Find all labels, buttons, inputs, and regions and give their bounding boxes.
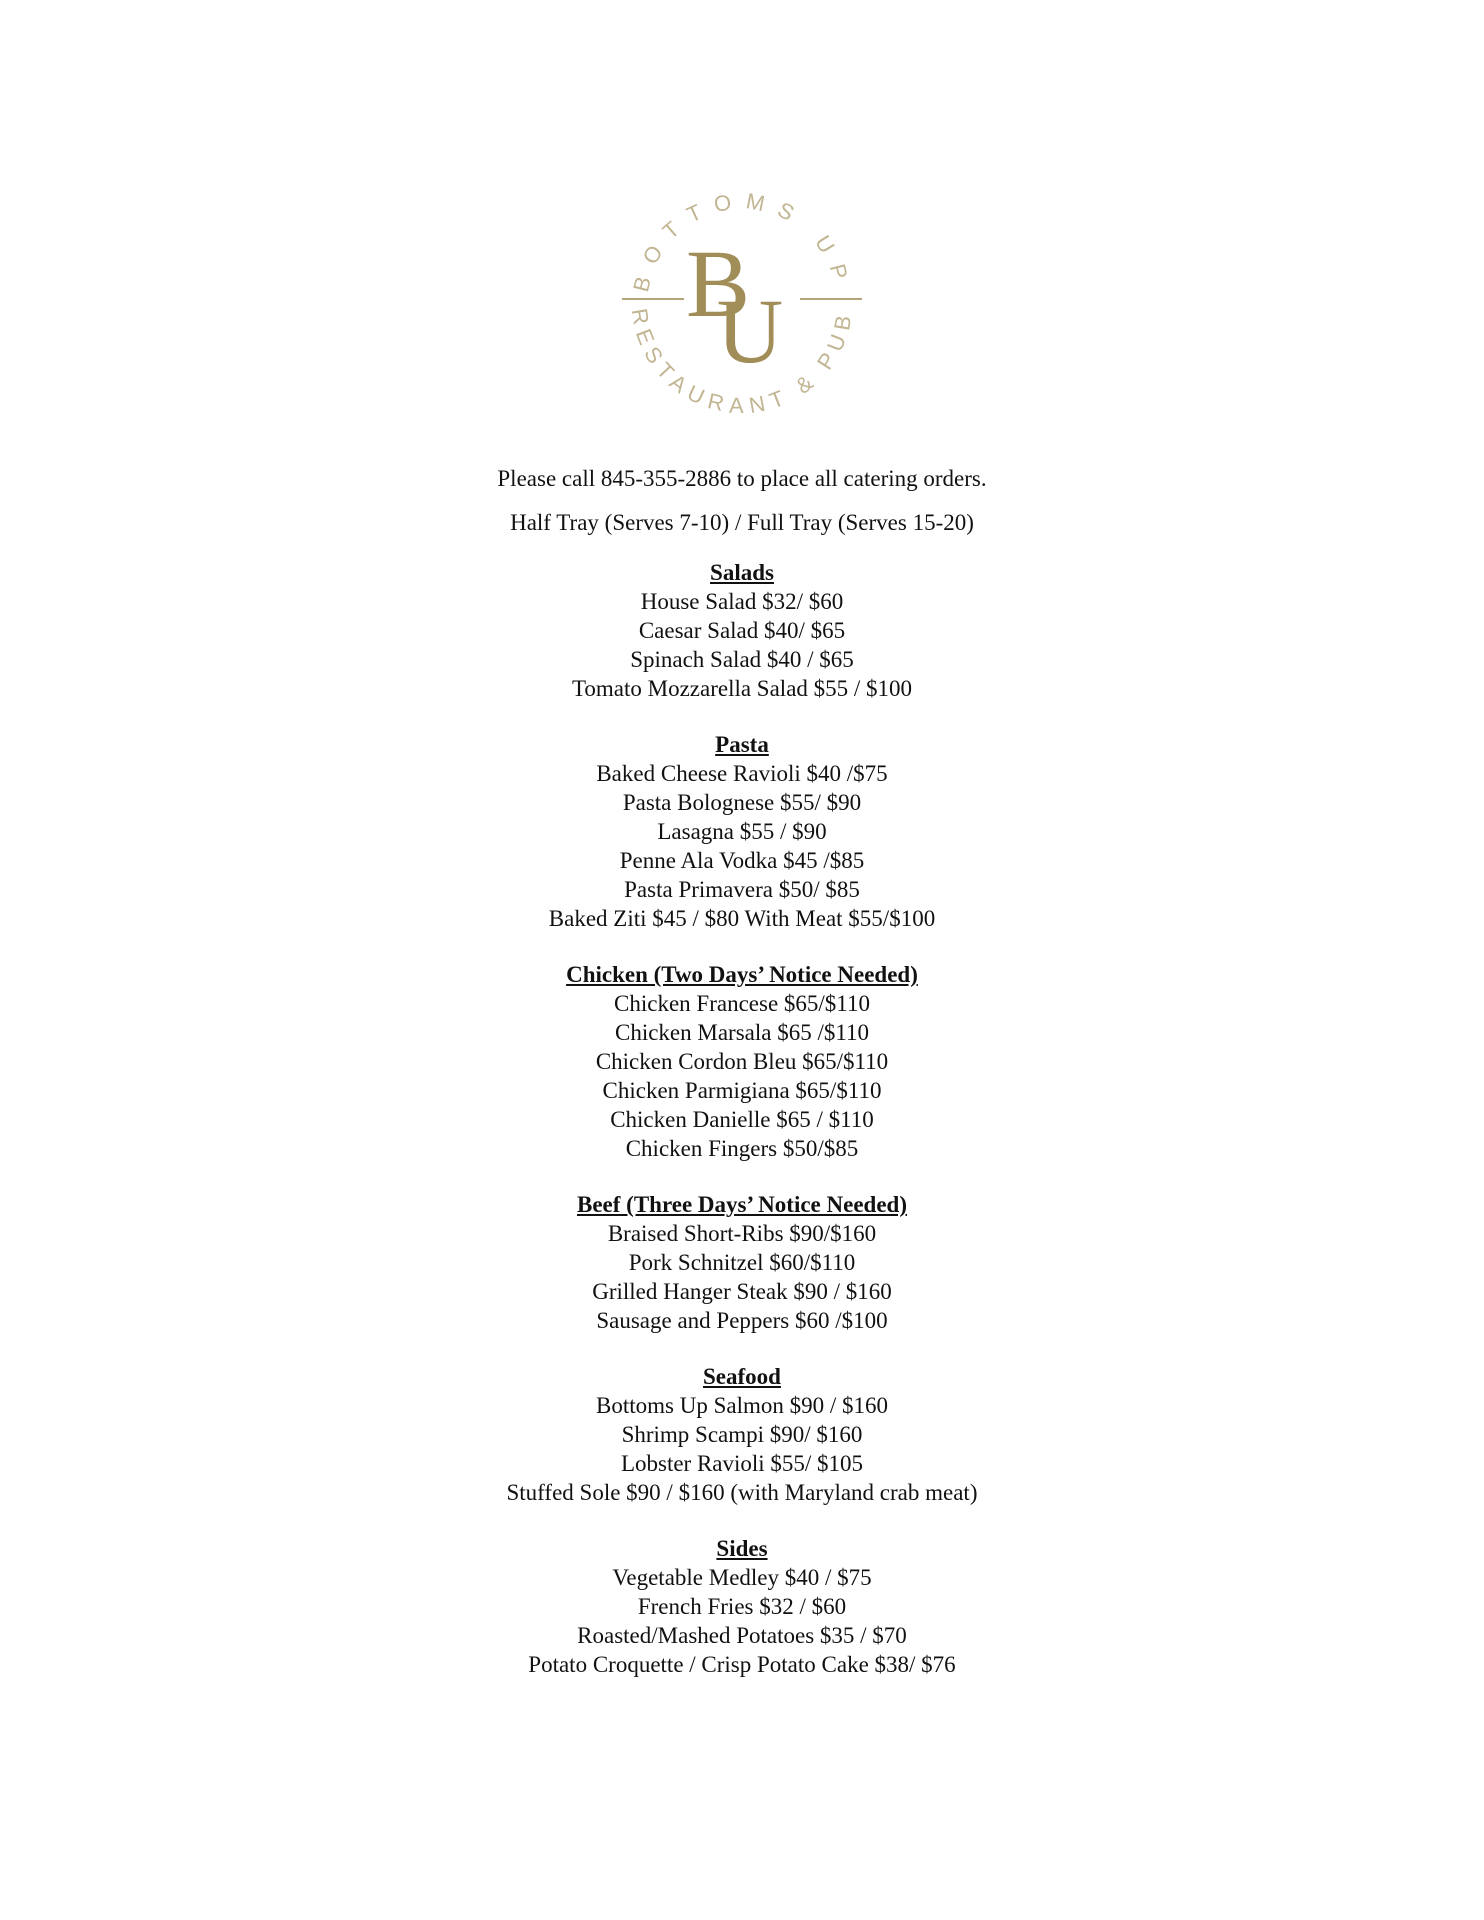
menu-item: Pasta Primavera $50/ $85	[624, 877, 860, 902]
logo-ring-bottom-text: RESTAURANT & PUB	[626, 306, 858, 419]
menu-item: Lobster Ravioli $55/ $105	[620, 1451, 864, 1476]
menu-item: Chicken Cordon Bleu $65/$110	[595, 1049, 889, 1074]
menu-item: Pork Schnitzel $60/$110	[628, 1250, 856, 1275]
menu-item: Chicken Fingers $50/$85	[625, 1136, 859, 1161]
menu-item: House Salad $32/ $60	[640, 589, 844, 614]
logo-monogram-u: U	[716, 280, 784, 382]
section-title: Pasta	[715, 732, 769, 757]
menu-item: Caesar Salad $40/ $65	[638, 618, 846, 643]
menu-item: Baked Ziti $45 / $80 With Meat $55/$100	[548, 906, 936, 931]
menu-item: French Fries $32 / $60	[637, 1594, 847, 1619]
section-sides	[0, 1534, 1484, 1679]
menu-item: Stuffed Sole $90 / $160 (with Maryland crab meat)	[506, 1480, 978, 1505]
menu-item: Tomato Mozzarella Salad $55 / $100	[571, 676, 913, 701]
bottoms-up-logo	[622, 168, 862, 438]
menu-item: Vegetable Medley $40 / $75	[612, 1565, 872, 1590]
menu-item: Potato Croquette / Crisp Potato Cake $38/ $76	[528, 1652, 956, 1677]
menu-item: Bottoms Up Salmon $90 / $160	[596, 1393, 888, 1418]
section-seafood	[0, 1362, 1484, 1507]
menu-item: Roasted/Mashed Potatoes $35 / $70	[577, 1623, 907, 1648]
section-salads	[0, 558, 1484, 703]
section-title: Sides	[716, 1536, 768, 1561]
menu-item: Chicken Parmigiana $65/$110	[602, 1078, 882, 1103]
menu-item: Pasta Bolognese $55/ $90	[622, 790, 862, 815]
section-beef	[0, 1190, 1484, 1335]
menu-item: Chicken Danielle $65 / $110	[610, 1107, 874, 1132]
menu-item: Shrimp Scampi $90/ $160	[621, 1422, 863, 1447]
menu-item: Spinach Salad $40 / $65	[630, 647, 854, 672]
section-chicken	[0, 960, 1484, 1163]
menu-content	[0, 464, 1484, 1706]
menu-item: Baked Cheese Ravioli $40 /$75	[596, 761, 888, 786]
menu-item: Chicken Marsala $65 /$110	[614, 1020, 869, 1045]
menu-item: Penne Ala Vodka $45 /$85	[619, 848, 865, 873]
section-title: Seafood	[703, 1364, 781, 1389]
menu-item: Chicken Francese $65/$110	[614, 991, 870, 1016]
menu-item: Braised Short-Ribs $90/$160	[607, 1221, 877, 1246]
section-title: Salads	[710, 560, 774, 585]
tray-size-line: Half Tray (Serves 7-10) / Full Tray (Serves 15-20)	[510, 510, 974, 535]
section-title: Chicken (Two Days’ Notice Needed)	[566, 962, 918, 987]
section-pasta	[0, 730, 1484, 933]
catering-phone-line: Please call 845-355-2886 to place all catering orders.	[497, 466, 987, 491]
menu-item: Sausage and Peppers $60 /$100	[596, 1308, 888, 1333]
section-title: Beef (Three Days’ Notice Needed)	[577, 1192, 907, 1217]
logo-ring-top-text: BOTTOMS UP	[628, 188, 856, 295]
menu-item: Grilled Hanger Steak $90 / $160	[592, 1279, 892, 1304]
logo-monogram-b: B	[685, 230, 751, 337]
menu-item: Lasagna $55 / $90	[657, 819, 827, 844]
